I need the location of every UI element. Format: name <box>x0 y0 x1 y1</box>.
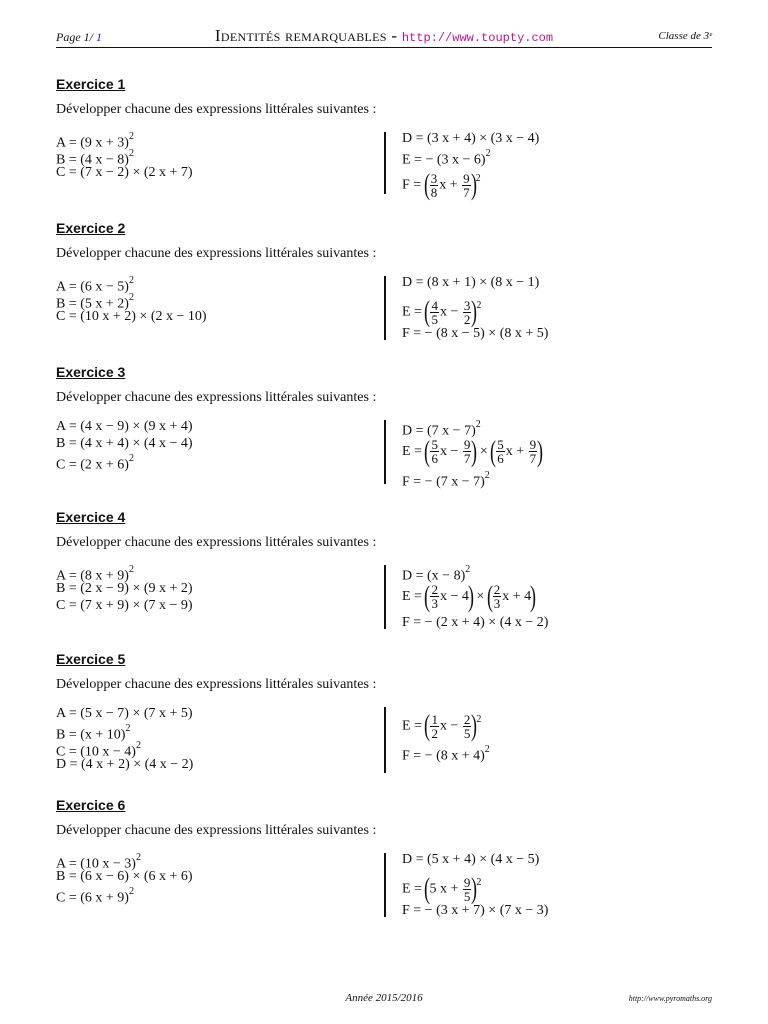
exercise-instruction: Développer chacune des expressions littérales suivantes : <box>56 677 377 692</box>
expr-F: F = − (8 x − 5) × (8 x + 5) <box>402 326 549 341</box>
exercise-1: Exercice 1 Développer chacune des expressions littérales suivantes : A = (9 x + 3)$^2$ B = (4 x − 8)$^2$ C = (7 x − 2) × (2 x + 7) D = (3 x + 4) × (3 x − 4) E = − (3 x − 6)$^2$ F = ( $\frac{3}{8}$ x + $\frac{9}{7}$ )$^2$ <box>56 76 712 200</box>
exercise-title: Exercice 1 <box>56 76 126 92</box>
expr-A: A = (10 x − 3) <box>56 856 136 872</box>
expr-B: B = (2 x − 9) × (9 x + 2) <box>56 581 193 596</box>
expr-E: E = ( $\frac{1}{2}$ x − $\frac{2}{5}$ )$^2$ <box>402 709 482 743</box>
page-header <box>56 26 712 48</box>
expr-D: D = (5 x + 4) × (4 x − 5) <box>402 852 540 867</box>
exercise-title: Exercice 2 <box>56 220 126 236</box>
expr-B: B = (x + 10) <box>56 727 126 743</box>
expr-C: C = (10 x − 4) <box>56 744 136 760</box>
expr-C: C = (2 x + 6) <box>56 457 129 473</box>
expr-F: F = − (7 x − 7) <box>402 474 485 490</box>
expr-B: B = (4 x − 8) <box>56 152 129 168</box>
expr-D: D = (3 x + 4) × (3 x − 4) <box>402 131 540 146</box>
toupty-link[interactable]: http://www.toupty.com <box>401 31 554 45</box>
exercise-2: Exercice 2 Développer chacune des expressions littérales suivantes : A = (6 x − 5)$^2$ B = (5 x + 2)$^2$ C = (10 x + 2) × (2 x − 10) D = (8 x + 1) × (8 x − 1) E = ( $\frac{4}{5}$ x − $\frac{3}{2}$ )$^2$ F = − (8 x − 5) × (8 x + 5) <box>56 220 712 344</box>
expr-E: E = − (3 x − 6) <box>402 152 486 168</box>
exercise-instruction: Développer chacune des expressions littérales suivantes : <box>56 823 377 838</box>
expr-A: A = (8 x + 9) <box>56 568 129 584</box>
exercise-instruction: Développer chacune des expressions littérales suivantes : <box>56 390 377 405</box>
exercise-title: Exercice 4 <box>56 509 126 525</box>
page-total-link[interactable]: 1 <box>96 30 102 44</box>
expr-C: C = (6 x + 9) <box>56 890 129 906</box>
school-year: Année 2015/2016 <box>345 992 423 1004</box>
expr-C: C = (7 x + 9) × (7 x − 9) <box>56 598 193 613</box>
exercise-instruction: Développer chacune des expressions littérales suivantes : <box>56 535 377 550</box>
expr-F: F = − (3 x + 7) × (7 x − 3) <box>402 903 549 918</box>
header-divider <box>56 47 712 48</box>
exercise-4: Exercice 4 Développer chacune des expressions littérales suivantes : A = (8 x + 9)$^2$ B = (2 x − 9) × (9 x + 2) C = (7 x + 9) × (7 x − 9) $D = (x - 8)^2$ E = ( $\frac{2}{3}$ x − 4) × ( $\frac{2}{3}$ x + 4) F = − (2 x + 4) × (4 x − 2) <box>56 509 712 633</box>
column-divider <box>384 853 386 917</box>
expr-D: D = (4 x + 2) × (4 x − 2) <box>56 757 194 772</box>
expr-A: A = (6 x − 5) <box>56 279 129 295</box>
column-divider <box>384 565 386 629</box>
class-label: Classe de 3ᵉ <box>658 30 712 42</box>
expr-D: D = (7 x − 7) <box>402 423 476 439</box>
page-number: Page 1/ 1 <box>56 30 102 44</box>
expr-B: B = (5 x + 2) <box>56 296 129 312</box>
exercise-5: Exercice 5 Développer chacune des expressions littérales suivantes : A = (5 x − 7) × (7 x + 5) $B = (x + 10)^2$ C = (10 x − 4)$^2$ D = (4 x + 2) × (4 x − 2) E = ( $\frac{1}{2}$ x − $\frac{2}{5}$ )$^2$ F = − (8 x + 4)$^2$ <box>56 651 712 777</box>
expr-E: E = ( $\frac{2}{3}$ x − 4) × ( $\frac{2}{3}$ x + 4) <box>402 579 537 613</box>
column-divider <box>384 420 386 484</box>
exercise-instruction: Développer chacune des expressions littérales suivantes : <box>56 246 377 261</box>
pyromaths-link[interactable]: http://www.pyromaths.org <box>628 994 712 1003</box>
exercise-3: Exercice 3 Développer chacune des expressions littérales suivantes : A = (4 x − 9) × (9 x + 4) B = (4 x + 4) × (4 x − 4) C = (2 x + 6)$^2$ D = (7 x − 7)$^2$ E = ( $\frac{5}{6}$ x − $\frac{9}{7}$ ) × ( $\frac{5}{6}$ x + $\frac{9}{7}$ ) F = − (7 x − 7)$^2$ <box>56 364 712 488</box>
column-divider <box>384 132 386 194</box>
exercise-title: Exercice 5 <box>56 651 126 667</box>
expr-E: E = ( $\frac{5}{6}$ x − $\frac{9}{7}$ ) × ( $\frac{5}{6}$ x + $\frac{9}{7}$ ) <box>402 434 544 468</box>
expr-B: B = (4 x + 4) × (4 x − 4) <box>56 436 193 451</box>
expr-E: E = ( $\frac{4}{5}$ x − $\frac{3}{2}$ )$^2$ <box>402 295 482 329</box>
expr-D: D = (x − 8) <box>402 568 466 584</box>
column-divider <box>384 707 386 773</box>
expr-A: A = (9 x + 3) <box>56 135 129 151</box>
expr-A: A = (4 x − 9) × (9 x + 4) <box>56 419 193 434</box>
exercise-instruction: Développer chacune des expressions littérales suivantes : <box>56 102 377 117</box>
expr-F: F = ( $\frac{3}{8}$ x + $\frac{9}{7}$ )$^2$ <box>402 168 481 202</box>
expr-F: F = − (2 x + 4) × (4 x − 2) <box>402 615 549 630</box>
expr-F: F = − (8 x + 4) <box>402 748 485 764</box>
column-divider <box>384 276 386 340</box>
expr-E: E = (5 x + $\frac{9}{5}$ )$^2$ <box>402 872 482 906</box>
expr-C: C = (10 x + 2) × (2 x − 10) <box>56 309 207 324</box>
page-title: Identités remarquables - http://www.toupty.com <box>214 26 554 45</box>
expr-A: A = (5 x − 7) × (7 x + 5) <box>56 706 193 721</box>
expr-D: D = (8 x + 1) × (8 x − 1) <box>402 275 540 290</box>
expr-C: C = (7 x − 2) × (2 x + 7) <box>56 165 193 180</box>
exercise-6: Exercice 6 Développer chacune des expressions littérales suivantes : A = (10 x − 3)$^2$ B = (6 x − 6) × (6 x + 6) C = (6 x + 9)$^2$ D = (5 x + 4) × (4 x − 5) E = (5 x + $\frac{9}{5}$ )$^2$ F = − (3 x + 7) × (7 x − 3) <box>56 797 712 921</box>
exercise-title: Exercice 3 <box>56 364 126 380</box>
exercise-title: Exercice 6 <box>56 797 126 813</box>
expr-B: B = (6 x − 6) × (6 x + 6) <box>56 869 193 884</box>
